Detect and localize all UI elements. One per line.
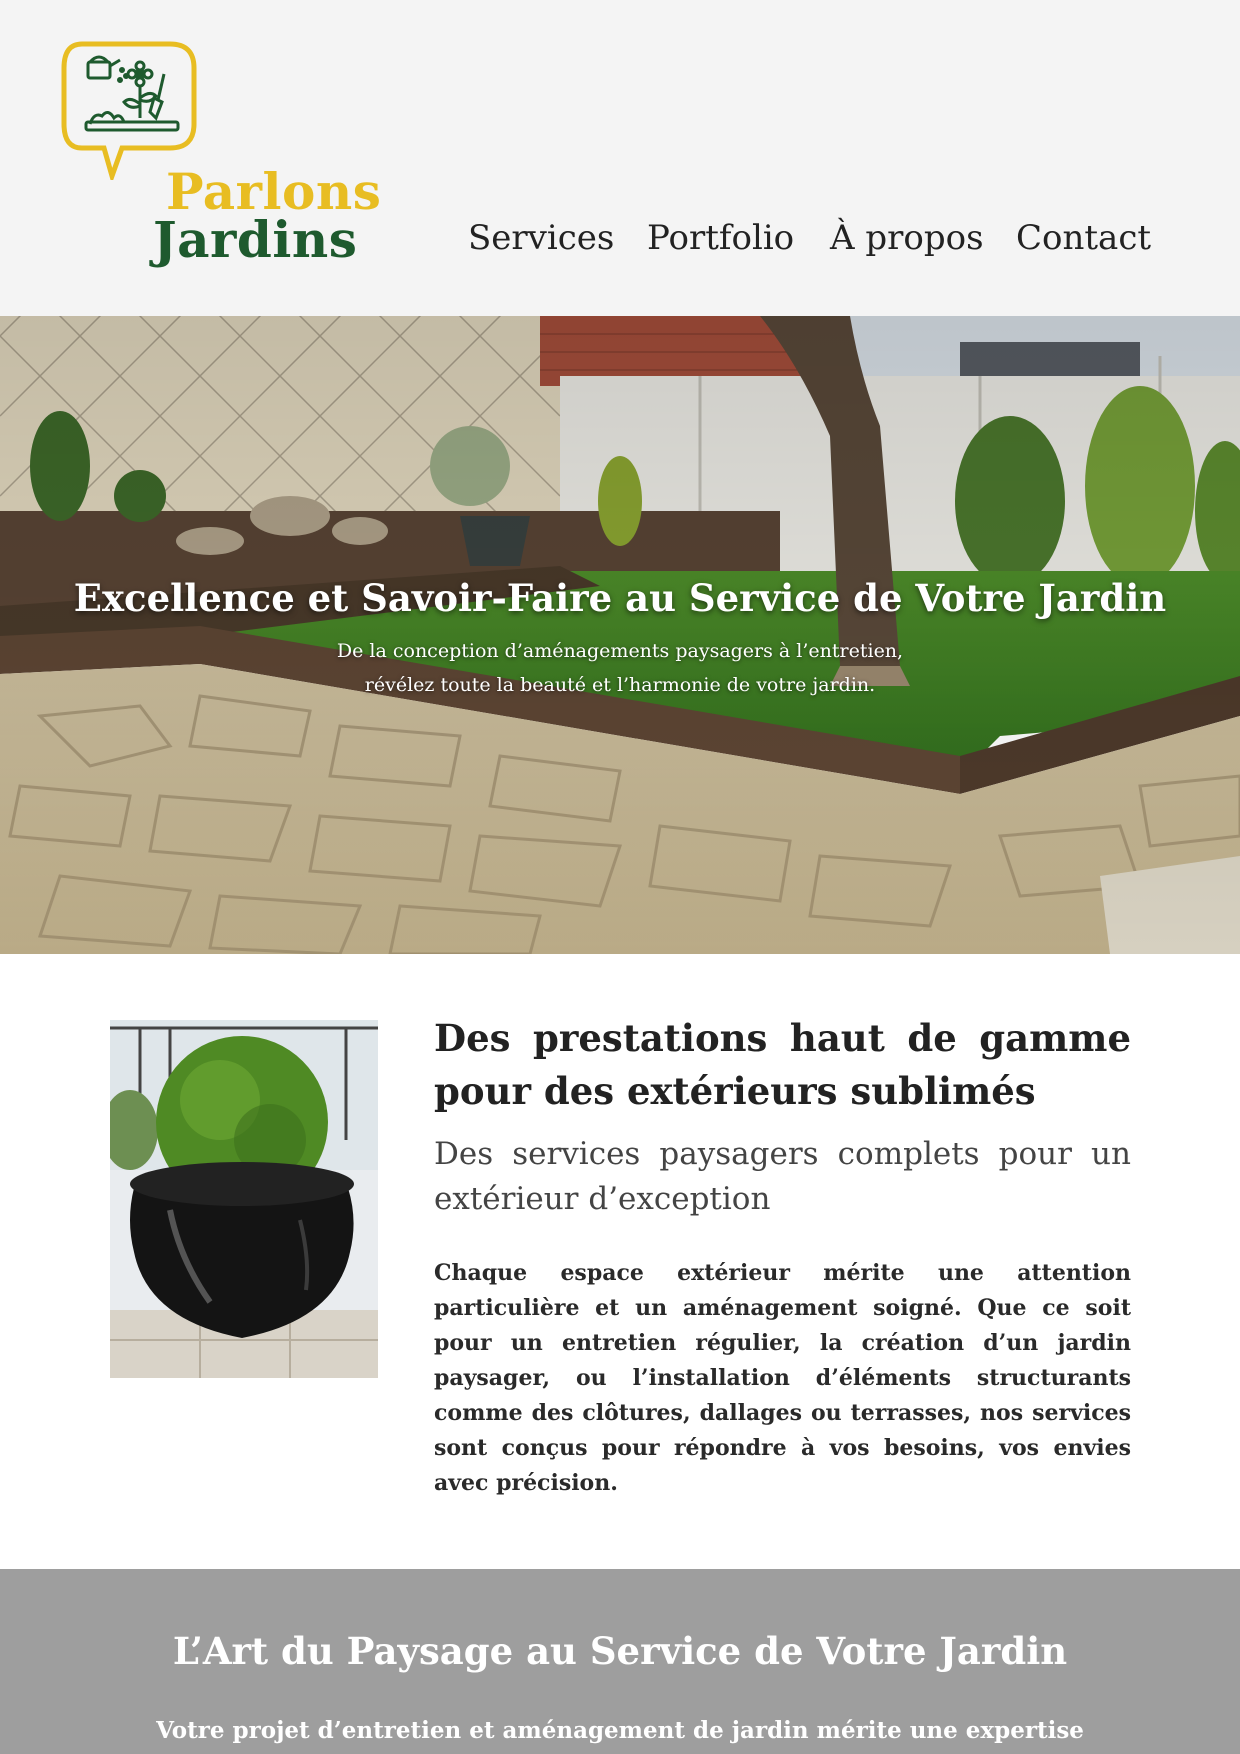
intro-body: Chaque espace extérieur mérite une attention particulière et un aménagement soigné. Que ce soit pour un entretien régulier, la création d’un jardin paysager, ou l’installation d’éléments structurants comme des clôtures, dallages ou terrasses, nos services sont conçus pour répondre à vos besoins, vos envies avec précision. <box>434 1260 1131 1496</box>
intro-section <box>434 1012 1131 1501</box>
intro-subtitle: Des services paysagers complets pour un extérieur d’exception <box>434 1136 1131 1217</box>
nav-item-portfolio[interactable]: Portfolio <box>647 218 795 258</box>
hero-subtitle-line1: De la conception d’aménagements paysagers à l’entretien, <box>336 640 904 662</box>
nav-item-contact[interactable]: Contact <box>1016 218 1152 258</box>
potted-boxwood-image <box>110 1020 378 1378</box>
garden-bed-icon <box>86 112 178 130</box>
band-title: L’Art du Paysage au Service de Votre Jardin <box>172 1629 1068 1673</box>
band-text: Votre projet d’entretien et aménagement de jardin mérite une expertise <box>156 1717 1084 1744</box>
hero-subtitle <box>0 634 1240 702</box>
brand-name-line1: Parlons <box>166 162 382 221</box>
brand-name-line2: Jardins <box>153 210 358 269</box>
logo-bubble-icon <box>60 40 200 180</box>
hero-title: Excellence et Savoir-Faire au Service de Votre Jardin <box>73 576 1167 620</box>
site-header <box>0 0 1240 316</box>
main-nav <box>0 218 1240 268</box>
expertise-band <box>0 1569 1240 1754</box>
hero-banner <box>0 316 1240 954</box>
nav-item-a-propos[interactable]: À propos <box>830 218 984 258</box>
intro-title: Des prestations haut de gamme pour des extérieurs sublimés <box>434 1016 1131 1113</box>
watering-can-icon <box>88 57 128 82</box>
nav-item-services[interactable]: Services <box>468 218 615 258</box>
hero-subtitle-line2: révélez toute la beauté et l’harmonie de votre jardin. <box>364 674 876 696</box>
